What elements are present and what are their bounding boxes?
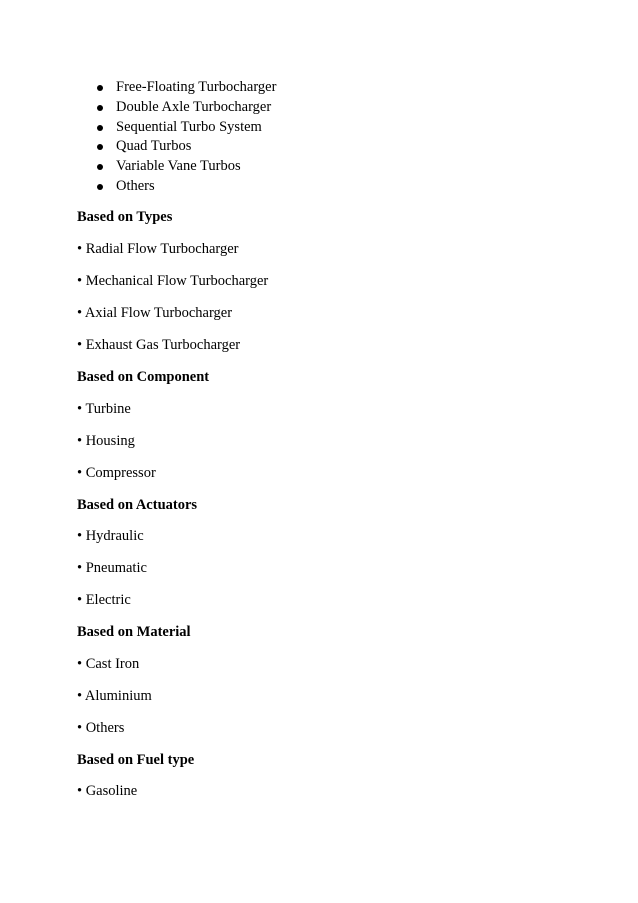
- actuators-item: • Pneumatic: [77, 560, 147, 576]
- list-item: [97, 177, 276, 197]
- bullet-icon: [97, 184, 103, 190]
- section-heading-actuators: Based on Actuators: [77, 497, 198, 513]
- list-item-label: Free-Floating Turbocharger: [116, 79, 277, 95]
- turbo-type-list: [97, 78, 276, 197]
- list-item: [97, 137, 276, 157]
- material-item: • Cast Iron: [77, 656, 140, 672]
- list-item: [97, 78, 276, 98]
- list-item: [97, 98, 276, 118]
- component-item: • Compressor: [77, 465, 156, 481]
- list-item-label: Double Axle Turbocharger: [116, 98, 272, 115]
- bullet-icon: [97, 125, 103, 131]
- section-heading-material: Based on Material: [77, 624, 191, 640]
- types-item: • Mechanical Flow Turbocharger: [77, 273, 269, 289]
- types-item: • Exhaust Gas Turbocharger: [77, 337, 241, 353]
- types-item: • Axial Flow Turbocharger: [77, 305, 233, 321]
- actuators-item: • Electric: [77, 592, 131, 608]
- fuel-type-item: • Gasoline: [77, 783, 138, 799]
- section-heading-fuel-type: Based on Fuel type: [77, 752, 195, 768]
- list-item: [97, 157, 276, 177]
- actuators-item: • Hydraulic: [77, 528, 144, 544]
- section-heading-component: Based on Component: [77, 369, 210, 385]
- bullet-icon: [97, 164, 103, 170]
- material-item: • Others: [77, 720, 125, 736]
- bullet-icon: [97, 105, 103, 111]
- list-item-label: Others: [116, 177, 155, 194]
- types-item: • Radial Flow Turbocharger: [77, 241, 239, 257]
- bullet-icon: [97, 85, 103, 91]
- material-item: • Aluminium: [77, 688, 152, 704]
- list-item: [97, 118, 276, 138]
- list-item-label: Quad Turbos: [116, 138, 192, 155]
- list-item-label: Variable Vane Turbos: [116, 158, 241, 175]
- component-item: • Turbine: [77, 401, 131, 417]
- section-heading-types: Based on Types: [77, 209, 173, 225]
- bullet-icon: [97, 144, 103, 150]
- list-item-label: Sequential Turbo System: [116, 118, 262, 135]
- component-item: • Housing: [77, 433, 135, 449]
